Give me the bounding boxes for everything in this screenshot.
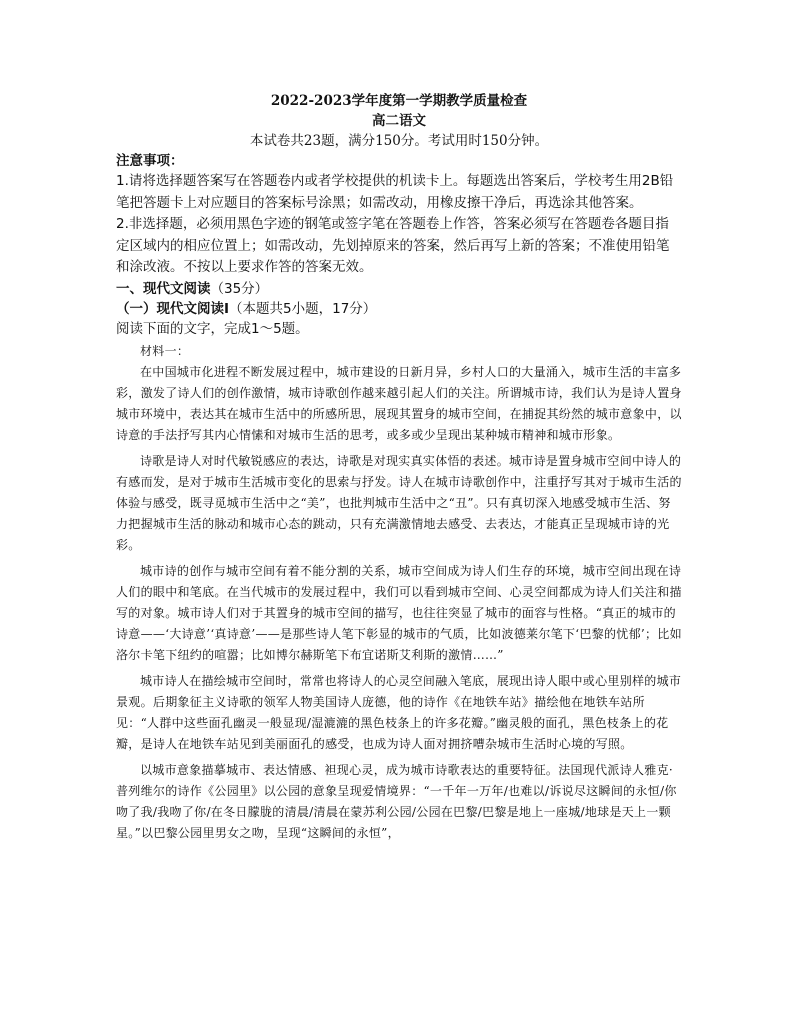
exam-page — [116, 92, 682, 844]
material-label: 材料一： — [140, 343, 190, 358]
notice-item-1: 1.请将选择题答案写在答题卷内或者学校提供的机读卡上。每题选出答案后，学校考生用2B铅笔把答题卡上对应题目的答案标号涂黑；如需改动，用橡皮擦干净后，再选涂其他答案。 — [116, 173, 674, 211]
subject-title: 高二语文 — [372, 113, 426, 129]
subsection-heading — [116, 299, 682, 319]
notice-item-2: 2.非选择题，必须用黑色字迹的钢笔或签字笔在答题卷上作答，答案必须写在答题卷各题目指定区域内的相应位置上；如需改动，先划掉原来的答案，然后再写上新的答案；不准使用铅笔和涂改液。不按以上要求作答的答案无效。 — [116, 216, 670, 275]
passage-paragraph-3: 城市诗的创作与城市空间有着不能分割的关系，城市空间成为诗人们生存的环境，城市空间出现在诗人们的眼中和笔底。在当代城市的发展过程中，我们可以看到城市空间、心灵空间都成为诗人们关注和描写的对象。城市诗人们对于其置身的城市空间的描写，也往往突显了城市的面容与性格。“真正的城市的诗意——‘大诗意’‘真诗意’——是那些诗人笔下彰显的城市的气质，比如波德莱尔笔下‘巴黎的忧郁’；比如洛尔卡笔下纽约的喧嚣；比如博尔赫斯笔下布宜诺斯艾利斯的激情……” — [116, 563, 682, 662]
section-title: 一、现代文阅读 — [116, 280, 211, 297]
passage-paragraph-4: 城市诗人在描绘城市空间时，常常也将诗人的心灵空间融入笔底，展现出诗人眼中或心里别样的城市景观。后期象征主义诗歌的领军人物美国诗人庞德，他的诗作《在地铁车站》描绘他在地铁车站所见：“人群中这些面孔幽灵一般显现/湿漉漉的黑色枝条上的许多花瓣。”幽灵般的面孔，黑色枝条上的花瓣，是诗人在地铁车站见到美丽面孔的感受，也成为诗人面对拥挤嘈杂城市生活时心境的写照。 — [116, 673, 682, 751]
section-heading — [116, 279, 682, 299]
subsection-meta: （本题共5小题，17分） — [229, 300, 377, 317]
exam-info: 本试卷共23题，满分150分。考试用时150分钟。 — [249, 133, 549, 149]
passage-paragraph-5: 以城市意象描摹城市、表达情感、袒现心灵，成为城市诗歌表达的重要特征。法国现代派诗人雅克·普列维尔的诗作《公园里》以公园的意象呈现爱情境界：“一千年一万年/也难以/诉说尽这瞬间的永恒/你吻了我/我吻了你/在冬日朦胧的清晨/清晨在蒙苏利公园/公园在巴黎/巴黎是地上一座城/地球是天上一颗星。”以巴黎公园里男女之吻，呈现“这瞬间的永恒”， — [116, 762, 677, 840]
passage-paragraph-1: 在中国城市化进程不断发展过程中，城市建设的日新月异，乡村人口的大量涌入，城市生活的丰富多彩，激发了诗人们的创作激情，城市诗歌创作越来越引起人们的关注。所谓城市诗，我们认为是诗人置身城市环境中，表达其在城市生活中的所感所思，展现其置身的城市空间，在捕捉其纷然的城市意象中，以诗意的手法抒写其内心情愫和对城市生活的思考，或多或少呈现出某种城市精神和城市形象。 — [116, 364, 682, 442]
reading-passage — [116, 341, 682, 844]
section-score: （35分） — [210, 280, 269, 297]
subsection-title: （一）现代文阅读Ⅰ — [116, 300, 230, 317]
notice-heading: 注意事项： — [116, 153, 184, 169]
reading-instruction: 阅读下面的文字，完成1～5题。 — [116, 320, 309, 337]
notice-block — [116, 152, 682, 279]
passage-paragraph-2: 诗歌是诗人对时代敏锐感应的表达，诗歌是对现实真实体悟的表述。城市诗是置身城市空间中诗人的有感而发，是对于城市生活城市变化的思索与抒发。诗人在城市诗歌创作中，注重抒写其对于城市生活的体验与感受，既寻觅城市生活中之“美”，也批判城市生活中之“丑”。只有真切深入地感受城市生活、努力把握城市生活的脉动和城市心态的跳动，只有充满激情地去感受、去表达，才能真正呈现城市诗的光彩。 — [116, 453, 682, 552]
exam-title: 2022-2023学年度第一学期教学质量检查 — [270, 93, 528, 109]
